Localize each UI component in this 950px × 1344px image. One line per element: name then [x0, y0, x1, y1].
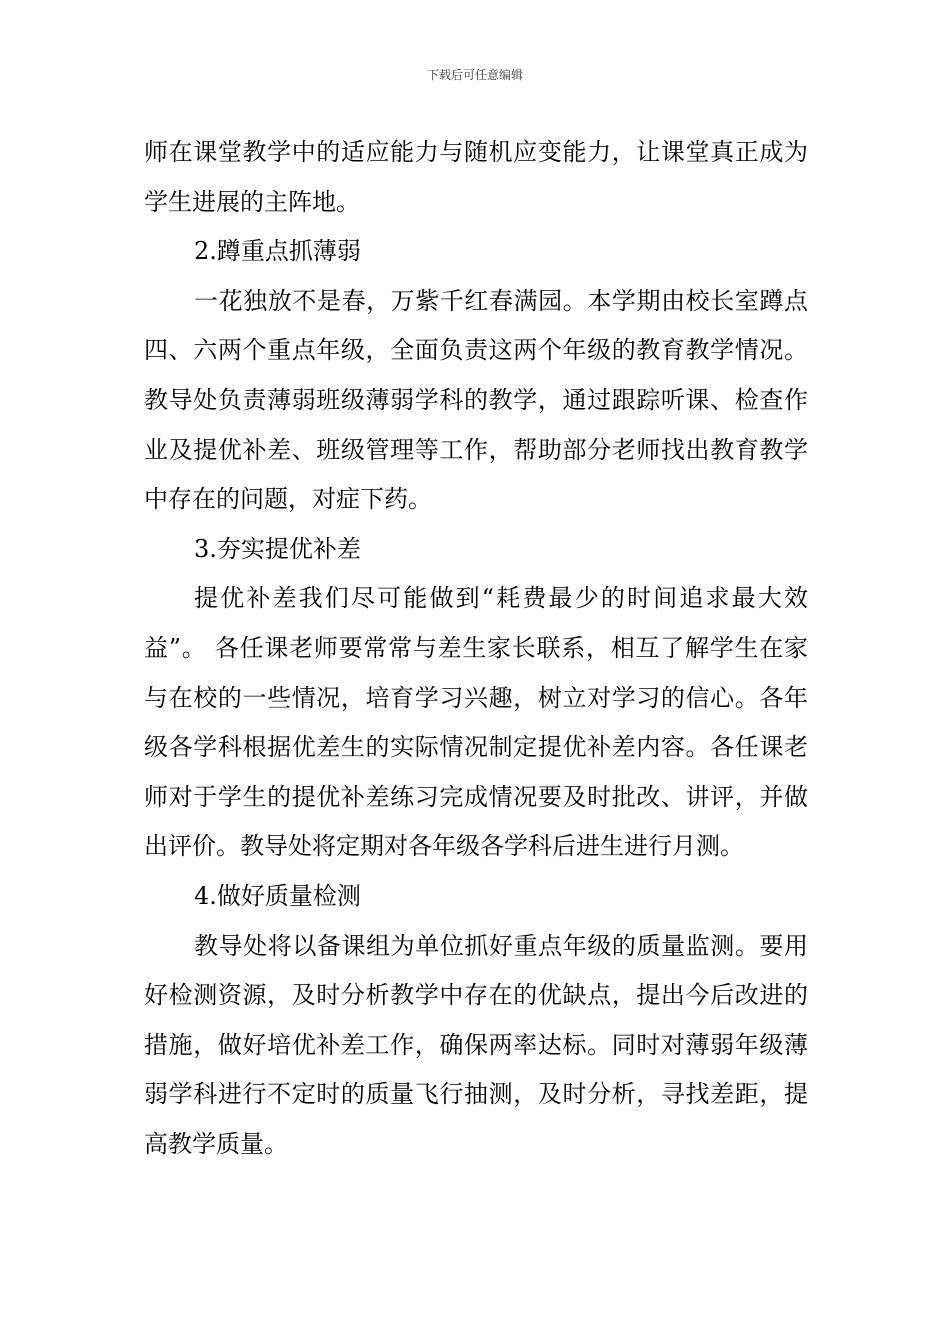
document-body — [144, 128, 808, 1169]
paragraph-section-4: 教导处将以备课组为单位抓好重点年级的质量监测。要用好检测资源，及时分析教学中存在的优缺点，提出今后改进的措施，做好培优补差工作，确保两率达标。同时对薄弱年级薄弱学科进行不定时的质量飞行抽测，及时分析，寻找差距，提高教学质量。 — [144, 931, 808, 1158]
paragraph-continued: 师在课堂教学中的适应能力与随机应变能力，让课堂真正成为学生进展的主阵地。 — [144, 138, 808, 216]
section-heading-3: 3.夯实提优补差 — [194, 534, 361, 563]
page-header-note: 下载后可任意编辑 — [426, 68, 523, 82]
section-heading-2: 2.蹲重点抓薄弱 — [194, 237, 361, 266]
section-heading-4: 4.做好质量检测 — [194, 881, 361, 910]
paragraph-section-2: 一花独放不是春，万紫千红春满园。本学期由校长室蹲点四、六两个重点年级，全面负责这两个年级的教育教学情况。教导处负责薄弱班级薄弱学科的教学，通过跟踪听课、检查作业及提优补差、班级管理等工作，帮助部分老师找出教育教学中存在的问题，对症下药。 — [144, 286, 808, 514]
paragraph-section-3: 提优补差我们尽可能做到“耗费最少的时间追求最大效益”。 各任课老师要常常与差生家长联系，相互了解学生在家与在校的一些情况，培育学习兴趣，树立对学习的信心。各年级各学科根据优差生的实际情况制定提优补差内容。各任课老师对于学生的提优补差练习完成情况要及时批改、讲评，并做出评价。教导处将定期对各年级各学科后进生进行月测。 — [144, 584, 808, 861]
